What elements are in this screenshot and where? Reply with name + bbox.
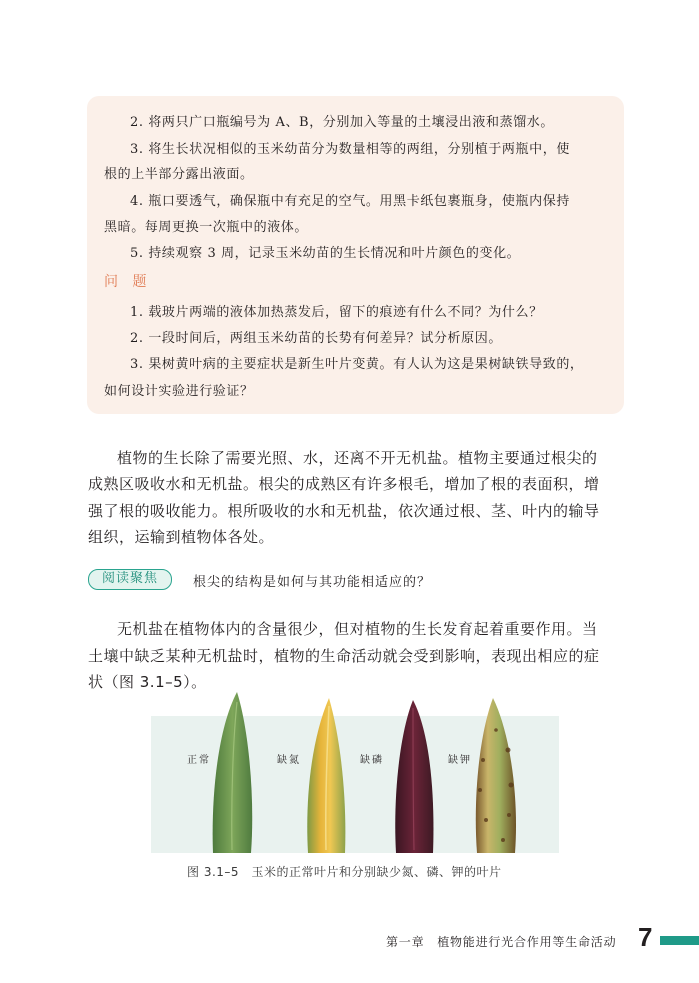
step-4: 4. 瓶口要透气，确保瓶中有充足的空气。用黑卡纸包裹瓶身，使瓶内保持: [130, 194, 570, 209]
label-normal: 正常: [187, 755, 211, 766]
step-4-continued: 黑暗。每周更换一次瓶中的液体。: [104, 220, 309, 235]
page-bar: [660, 936, 699, 945]
paragraph1-line3: 强了根的吸收能力。根所吸收的水和无机盐，依次通过根、茎、叶内的输导: [88, 502, 600, 520]
paragraph1-line4: 组织，运输到植物体各处。: [88, 528, 275, 546]
figure-caption: 图 3.1–5 玉米的正常叶片和分别缺少氮、磷、钾的叶片: [187, 865, 502, 879]
potassium-deficient-leaf: [476, 698, 516, 853]
page-number: 7: [638, 922, 653, 952]
question-1: 1. 载玻片两端的液体加热蒸发后，留下的痕迹有什么不同？为什么？: [130, 305, 543, 320]
step-5: 5. 持续观察 3 周，记录玉米幼苗的生长情况和叶片颜色的变化。: [130, 246, 521, 261]
reading-focus-question: 根尖的结构是如何与其功能相适应的？: [193, 575, 432, 590]
question-3-continued: 如何设计实验进行验证？: [104, 384, 254, 399]
paragraph2-line3: 状（图 3.1–5）。: [88, 673, 207, 691]
label-phosphorus: 缺磷: [360, 755, 384, 766]
label-potassium: 缺钾: [448, 755, 472, 766]
paragraph2-line2: 土壤中缺乏某种无机盐时，植物的生命活动就会受到影响，表现出相应的症: [88, 647, 600, 665]
paragraph1-line1: 植物的生长除了需要光照、水，还离不开无机盐。植物主要通过根尖的: [117, 449, 598, 467]
phosphorus-deficient-leaf: [395, 700, 433, 853]
paragraph1-line2: 成熟区吸收水和无机盐。根尖的成熟区有许多根毛，增加了根的表面积，增: [88, 475, 600, 493]
leaf-illustration: [151, 690, 559, 853]
chapter-title: 第一章 植物能进行光合作用等生命活动: [386, 935, 617, 949]
label-nitrogen: 缺氮: [277, 755, 301, 766]
step-3: 3. 将生长状况相似的玉米幼苗分为数量相等的两组，分别植于两瓶中，使: [130, 142, 570, 157]
paragraph2-line1: 无机盐在植物体内的含量很少，但对植物的生长发育起着重要作用。当: [117, 620, 598, 638]
question-3: 3. 果树黄叶病的主要症状是新生叶片变黄。有人认为这是果树缺铁导致的，: [130, 357, 584, 372]
question-2: 2. 一段时间后，两组玉米幼苗的长势有何差异？试分析原因。: [130, 331, 502, 346]
questions-heading: 问 题: [104, 274, 152, 290]
step-2: 2. 将两只广口瓶编号为 A、B，分别加入等量的土壤浸出液和蒸馏水。: [130, 115, 555, 130]
reading-focus-tag: 阅读聚焦: [88, 569, 172, 590]
step-3-continued: 根的上半部分露出液面。: [104, 167, 254, 182]
